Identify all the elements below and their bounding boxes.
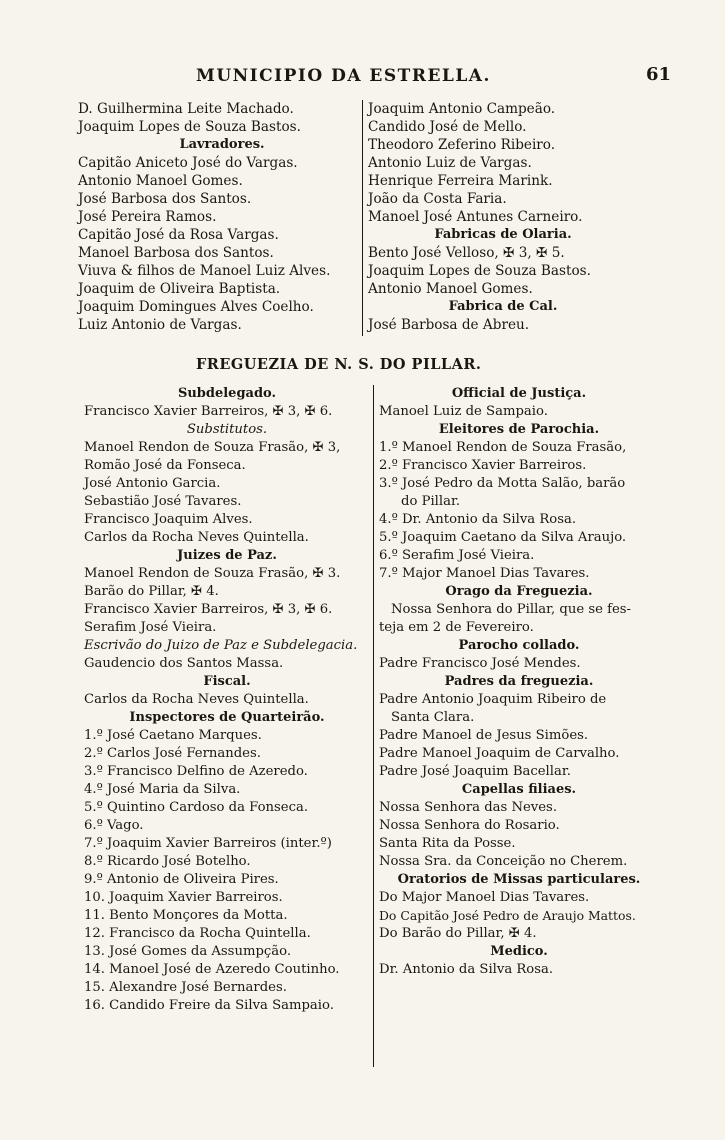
section-heading-olaria: Fabricas de Olaria. [434,227,572,242]
page-header [0,66,725,92]
list-item: Carlos da Rocha Neves Quintella. [84,530,309,545]
list-item: Nossa Sra. da Conceição no Cherem. [379,854,628,869]
section-title: FREGUEZIA DE N. S. DO PILLAR. [196,356,482,373]
list-item: Antonio Luiz de Vargas. [368,155,532,171]
list-item: 15. Alexandre José Bernardes. [84,980,287,995]
list-item: 9.º Antonio de Oliveira Pires. [84,872,279,887]
list-item: Romão José da Fonseca. [84,458,246,473]
page-number: 61 [646,64,672,85]
list-item: Luiz Antonio de Vargas. [78,317,242,333]
list-item: 8.º Ricardo José Botelho. [84,854,251,869]
section-heading-cal: Fabrica de Cal. [448,299,558,314]
heading-eleitores: Eleitores de Parochia. [438,422,600,437]
list-item: Padre Manoel Joaquim de Carvalho. [379,746,620,761]
list-item: 4.º José Maria da Silva. [84,782,241,797]
list-item: João da Costa Faria. [368,191,507,207]
list-item: Santa Rita da Posse. [379,836,516,851]
heading-inspectores: Inspectores de Quarteirão. [129,710,325,725]
list-item: Manoel Rendon de Souza Frasão, ✠ 3. [84,566,341,581]
list-item: Padre Francisco José Mendes. [379,656,581,671]
list-item: Theodoro Zeferino Ribeiro. [368,137,556,153]
list-item: Henrique Ferreira Marink. [368,173,553,189]
list-item: 10. Joaquim Xavier Barreiros. [84,890,283,905]
list-item: 5.º Quintino Cardoso da Fonseca. [84,800,309,815]
heading-escrivao: Escrivão do Juizo de Paz e Subdelegacia. [84,638,358,653]
page-title: MUNICIPIO DA ESTRELLA. [196,66,491,86]
list-item: Nossa Senhora do Pillar, que se fes- [391,602,631,617]
heading-fiscal: Fiscal. [203,674,251,689]
list-item: Sebastião José Tavares. [84,494,242,509]
list-item: Nossa Senhora das Neves. [379,800,558,815]
heading-medico: Medico. [490,944,548,959]
list-item: Santa Clara. [391,710,475,725]
list-item: 16. Candido Freire da Silva Sampaio. [84,998,334,1013]
list-item: 5.º Joaquim Caetano da Silva Araujo. [379,530,627,545]
heading-padres: Padres da freguezia. [444,674,594,689]
list-item: José Antonio Garcia. [84,476,221,491]
list-item: Do Capitão José Pedro de Araujo Mattos. [379,908,636,923]
list-item: Padre Manoel de Jesus Simões. [379,728,589,743]
list-item: Joaquim Lopes de Souza Bastos. [78,119,301,135]
list-item: 1.º José Caetano Marques. [84,728,262,743]
list-item: 11. Bento Monçores da Motta. [84,908,288,923]
list-item: Carlos da Rocha Neves Quintella. [84,692,309,707]
list-item: Manoel Barbosa dos Santos. [78,245,274,261]
section-heading-lavradores: Lavradores. [179,137,265,152]
list-item: Candido José de Mello. [368,119,527,135]
bottom-left-column [84,385,370,1015]
list-item: Francisco Joaquim Alves. [84,512,253,527]
list-item: José Pereira Ramos. [78,209,217,225]
list-item: Viuva & filhos de Manoel Luiz Alves. [78,263,331,279]
list-item: D. Guilhermina Leite Machado. [78,101,294,117]
list-item: Capitão José da Rosa Vargas. [78,227,279,243]
heading-juizes-de-paz: Juizes de Paz. [177,548,277,563]
list-item: Barão do Pillar, ✠ 4. [84,584,219,599]
list-item: Padre José Joaquim Bacellar. [379,764,571,779]
heading-capellas: Capellas filiaes. [461,782,577,797]
column-divider [362,100,363,336]
list-item: Dr. Antonio da Silva Rosa. [379,962,554,977]
heading-subdelegado: Subdelegado. [177,386,277,401]
heading-orago: Orago da Freguezia. [445,584,593,599]
list-item: Manoel José Antunes Carneiro. [368,209,583,225]
list-item: Gaudencio dos Santos Massa. [84,656,284,671]
list-item: teja em 2 de Fevereiro. [379,620,534,635]
list-item: Francisco Xavier Barreiros, ✠ 3, ✠ 6. [84,404,333,419]
top-left-column [78,100,358,334]
list-item: 2.º Carlos José Fernandes. [84,746,261,761]
heading-parocho: Parocho collado. [458,638,580,653]
list-item: 2.º Francisco Xavier Barreiros. [379,458,587,473]
list-item: Do Major Manoel Dias Tavares. [379,890,590,905]
list-item: 14. Manoel José de Azeredo Coutinho. [84,962,340,977]
list-item: do Pillar. [401,494,461,509]
list-item: Antonio Manoel Gomes. [368,281,533,297]
list-item: 13. José Gomes da Assumpção. [84,944,292,959]
heading-substitutos: Substitutos. [186,422,268,437]
column-divider [373,385,374,1067]
list-item: Do Barão do Pillar, ✠ 4. [379,926,537,941]
list-item: 7.º Joaquim Xavier Barreiros (inter.º) [84,836,332,851]
list-item: 7.º Major Manoel Dias Tavares. [379,566,590,581]
heading-official: Official de Justiça. [451,386,587,401]
list-item: Serafim José Vieira. [84,620,217,635]
list-item: 12. Francisco da Rocha Quintella. [84,926,311,941]
list-item: 3.º José Pedro da Motta Salão, barão [379,476,626,491]
list-item: José Barbosa de Abreu. [368,317,530,333]
heading-oratorios: Oratorios de Missas particulares. [397,872,641,887]
bottom-right-column [379,385,659,979]
list-item: Joaquim Domingues Alves Coelho. [78,299,314,315]
list-item: Francisco Xavier Barreiros, ✠ 3, ✠ 6. [84,602,333,617]
list-item: Joaquim de Oliveira Baptista. [78,281,281,297]
list-item: 3.º Francisco Delfino de Azeredo. [84,764,308,779]
list-item: 4.º Dr. Antonio da Silva Rosa. [379,512,577,527]
list-item: Bento José Velloso, ✠ 3, ✠ 5. [368,245,565,261]
list-item: José Barbosa dos Santos. [78,191,252,207]
list-item: Padre Antonio Joaquim Ribeiro de [379,692,607,707]
top-right-column [368,100,598,334]
list-item: 6.º Vago. [84,818,144,833]
list-item: 6.º Serafim José Vieira. [379,548,535,563]
list-item: 1.º Manoel Rendon de Souza Frasão, [379,440,627,455]
list-item: Manoel Luiz de Sampaio. [379,404,548,419]
list-item: Joaquim Antonio Campeão. [368,101,556,117]
list-item: Nossa Senhora do Rosario. [379,818,560,833]
list-item: Manoel Rendon de Souza Frasão, ✠ 3, [84,440,341,455]
list-item: Joaquim Lopes de Souza Bastos. [368,263,591,279]
list-item: Capitão Aniceto José do Vargas. [78,155,298,171]
list-item: Antonio Manoel Gomes. [78,173,243,189]
